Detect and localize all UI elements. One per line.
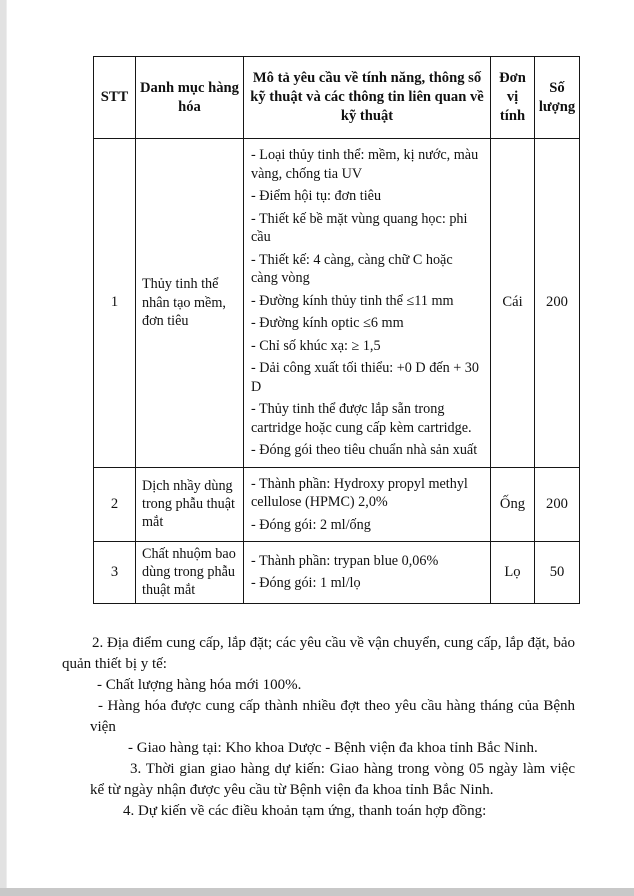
spec-line: - Dải công xuất tối thiểu: +0 D đến + 30 D — [251, 360, 479, 395]
cell-category: Chất nhuộm bao dùng trong phẫu thuật mắt — [136, 542, 244, 604]
spec-line: - Đóng gói: 2 ml/ống — [251, 516, 371, 533]
header-category: Danh mục hàng hóa — [136, 57, 244, 139]
spec-line: - Đường kính optic ≤6 mm — [251, 315, 404, 331]
header-quantity: Số lượng — [535, 57, 580, 139]
spec-line: - Thành phần: trypan blue 0,06% — [251, 552, 439, 569]
cell-stt: 1 — [94, 139, 136, 468]
cell-specs — [244, 467, 491, 542]
table-row — [94, 139, 580, 468]
cell-unit: Cái — [491, 139, 535, 468]
body-paragraph: - Giao hàng tại: Kho khoa Dược - Bệnh viện đa khoa tỉnh Bắc Ninh. — [128, 740, 538, 756]
spec-line: - Loại thủy tinh thể: mềm, kị nước, màu vàng, chống tia UV — [251, 147, 479, 182]
cell-unit: Lọ — [491, 542, 535, 604]
cell-category: Dịch nhầy dùng trong phẫu thuật mắt — [136, 467, 244, 542]
cell-specs — [244, 542, 491, 604]
spec-line: - Đường kính thủy tinh thể ≤11 mm — [251, 292, 454, 309]
header-stt: STT — [94, 57, 136, 139]
spec-line: - Thiết kế: 4 càng, càng chữ C hoặc càng vòng — [251, 251, 453, 286]
cell-category: Thủy tinh thể nhân tạo mềm, đơn tiêu — [136, 139, 244, 468]
spec-line: - Điểm hội tụ: đơn tiêu — [251, 188, 382, 204]
spec-line: - Chỉ số khúc xạ: ≥ 1,5 — [251, 337, 381, 354]
header-unit: Đơn vị tính — [491, 57, 535, 139]
table-row — [94, 467, 580, 542]
table-header-row — [94, 57, 580, 139]
cell-unit: Ống — [491, 467, 535, 542]
procurement-items-table — [93, 56, 580, 604]
body-paragraph: 3. Thời gian giao hàng dự kiến: Giao hàng trong vòng 05 ngày làm việc kể từ ngày nhận được yêu cầu từ Bệnh viện đa khoa tỉnh Bắc Ninh. — [90, 761, 575, 798]
table-row — [94, 542, 580, 604]
body-paragraph: 4. Dự kiến về các điều khoản tạm ứng, thanh toán hợp đồng: — [123, 803, 487, 819]
body-paragraph: 2. Địa điểm cung cấp, lắp đặt; các yêu cầu về vận chuyển, cung cấp, lắp đặt, bảo quản thiết bị y tế: — [62, 635, 575, 672]
cell-quantity: 50 — [535, 542, 580, 604]
cell-stt: 3 — [94, 542, 136, 604]
page-edge-bottom — [0, 888, 634, 896]
cell-stt: 2 — [94, 467, 136, 542]
cell-quantity: 200 — [535, 139, 580, 468]
spec-line: - Đóng gói theo tiêu chuẩn nhà sản xuất — [251, 442, 478, 458]
cell-specs — [244, 139, 491, 468]
page-edge-left — [0, 0, 7, 896]
spec-line: - Thủy tinh thể được lắp sẵn trong cartridge hoặc cung cấp kèm cartridge. — [251, 401, 472, 436]
spec-line: - Thành phần: Hydroxy propyl methyl cellulose (HPMC) 2,0% — [251, 475, 468, 510]
body-paragraph: - Hàng hóa được cung cấp thành nhiều đợt theo yêu cầu hàng tháng của Bệnh viện — [90, 698, 575, 735]
spec-line: - Đóng gói: 1 ml/lọ — [251, 575, 361, 592]
spec-line: - Thiết kế bề mặt vùng quang học: phi cầu — [251, 210, 468, 245]
body-paragraph: - Chất lượng hàng hóa mới 100%. — [97, 677, 302, 693]
header-specs: Mô tả yêu cầu về tính năng, thông số kỹ thuật và các thông tin liên quan về kỹ thuật — [244, 57, 491, 139]
cell-quantity: 200 — [535, 467, 580, 542]
notes-section — [62, 633, 575, 822]
